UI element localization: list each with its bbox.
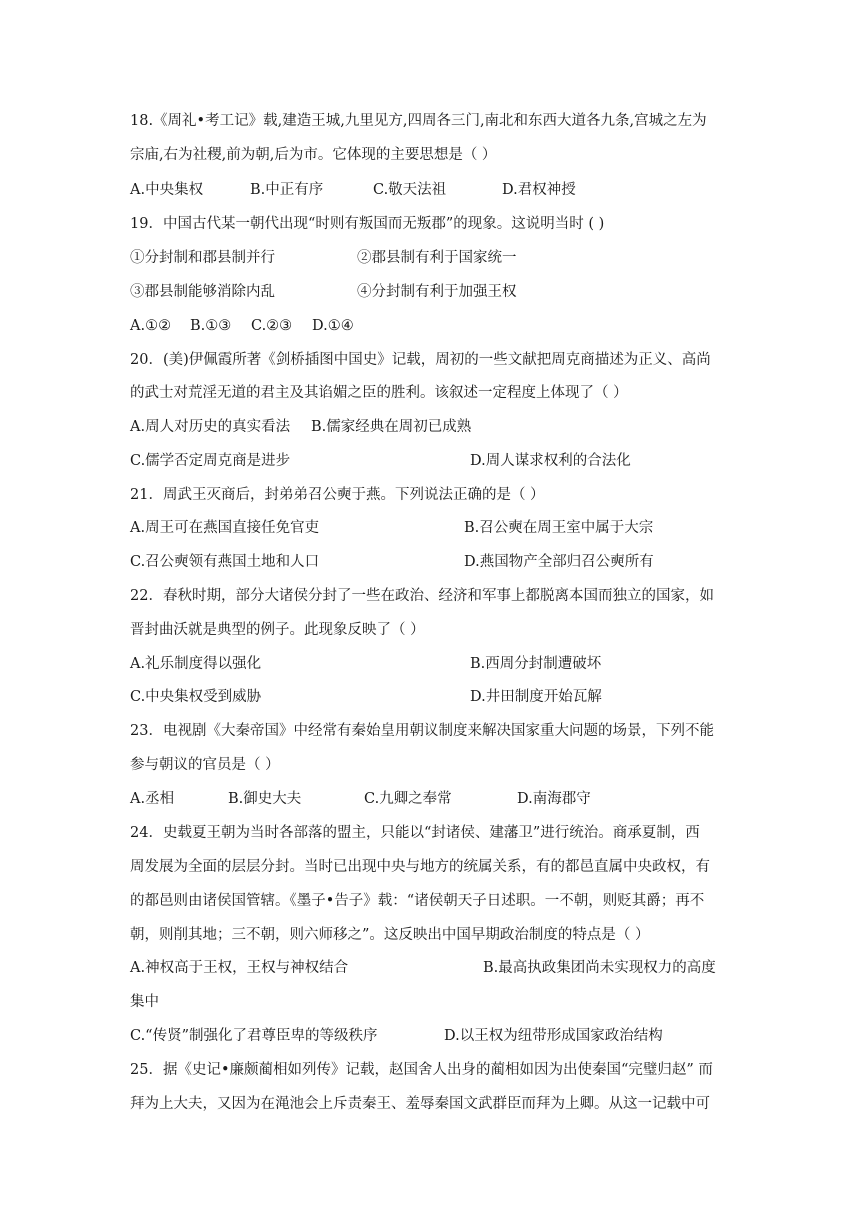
question-24-option-b-continued: 集中: [130, 994, 159, 1010]
question-24-option-c: C.“传贤”制强化了君尊臣卑的等级秩序: [130, 1028, 378, 1044]
question-22-option-a: A.礼乐制度得以强化: [130, 656, 262, 672]
question-22-option-d: D.井田制度开始瓦解: [470, 689, 602, 705]
question-18-stem-line-2: 宗庙,右为社稷,前为朝,后为市。它体现的主要思想是（ ）: [130, 147, 497, 163]
question-24-option-b: B.最高执政集团尚未实现权力的高度: [483, 960, 716, 976]
question-21-option-c: C.召公奭领有燕国土地和人口: [130, 554, 320, 570]
question-24-stem-line-3: 的都邑则由诸侯国管辖。《墨子•告子》载：“诸侯朝天子日述职。一不朝，则贬其爵；再不: [130, 893, 705, 909]
question-23-option-d: D.南海郡守: [517, 791, 591, 807]
question-23-option-b: B.御史大夫: [228, 791, 302, 807]
question-24-stem-line-4: 朝，则削其地；三不朝，则六师移之”。这反映出中国早期政治制度的特点是（ ）: [130, 927, 650, 943]
question-20-option-b: B.儒家经典在周初已成熟: [311, 419, 472, 435]
question-22-stem-line-2: 晋封曲沃就是典型的例子。此现象反映了（ ）: [130, 622, 425, 638]
question-19-statement-4: ④分封制有利于加强王权: [357, 284, 517, 300]
question-25-stem-line-2: 拜为上大夫，又因为在渑池会上斥责秦王、羞辱秦国文武群臣而拜为上卿。从这一记载中可: [130, 1096, 710, 1112]
question-22-option-b: B.西周分封制遭破坏: [470, 656, 602, 672]
question-22-stem-line-1: 22．春秋时期，部分大诸侯分封了一些在政治、经济和军事上都脱离本国而独立的国家，如: [130, 588, 714, 604]
question-20-option-d: D.周人谋求权利的合法化: [470, 453, 631, 469]
question-23-stem-line-1: 23．电视剧《大秦帝国》中经常有秦始皇用朝议制度来解决国家重大问题的场景，下列不能: [130, 723, 714, 739]
question-22-option-c: C.中央集权受到威胁: [130, 689, 262, 705]
question-19-option-d: D.①④: [312, 318, 354, 334]
question-24-option-d: D.以王权为纽带形成国家政治结构: [444, 1028, 663, 1044]
question-25-stem-line-1: 25．据《史记•廉颇蔺相如列传》记载，赵国舍人出身的蔺相如因为出使秦国“完璧归赵” 而: [130, 1062, 713, 1078]
question-21-option-b: B.召公奭在周王室中属于大宗: [464, 520, 654, 536]
question-19-option-b: B.①③: [190, 318, 232, 334]
question-19-option-c: C.②③: [251, 318, 293, 334]
question-19-statement-1: ①分封制和郡县制并行: [130, 250, 275, 266]
question-18-option-b: B.中正有序: [250, 182, 324, 198]
question-18-option-a: A.中央集权: [130, 182, 204, 198]
question-20-stem-line-2: 的武士对荒淫无道的君主及其谄媚之臣的胜利。该叙述一定程度上体现了（ ）: [130, 385, 628, 401]
question-18-stem-line-1: 18.《周礼•考工记》载,建造王城,九里见方,四周各三门,南北和东西大道各九条,宫城之左为: [130, 113, 707, 129]
question-20-option-a: A.周人对历史的真实看法: [130, 419, 291, 435]
question-19-statement-3: ③郡县制能够消除内乱: [130, 284, 275, 300]
question-20-stem-line-1: 20．(美)伊佩霞所著《剑桥插图中国史》记载，周初的一些文献把周克商描述为正义、高尚: [130, 352, 711, 368]
question-20-option-c: C.儒学否定周克商是进步: [130, 453, 291, 469]
question-18-option-d: D.君权神授: [502, 182, 576, 198]
question-19-statement-2: ②郡县制有利于国家统一: [357, 250, 517, 266]
question-21-option-a: A.周王可在燕国直接任免官吏: [130, 520, 320, 536]
question-24-option-a: A.神权高于王权，王权与神权结合: [130, 960, 349, 976]
question-18-option-c: C.敬天法祖: [373, 182, 447, 198]
question-23-stem-line-2: 参与朝议的官员是（ ）: [130, 757, 280, 773]
question-19-stem: 19．中国古代某一朝代出现“时则有叛国而无叛郡”的现象。这说明当时 ( ): [130, 216, 605, 232]
question-21-option-d: D.燕国物产全部归召公奭所有: [464, 554, 654, 570]
question-24-stem-line-1: 24．史载夏王朝为当时各部落的盟主，只能以“封诸侯、建藩卫”进行统治。商承夏制，西: [130, 825, 700, 841]
question-24-stem-line-2: 周发展为全面的层层分封。当时已出现中央与地方的统属关系，有的都邑直属中央政权，有: [130, 859, 710, 875]
question-19-option-a: A.①②: [130, 318, 172, 334]
question-23-option-a: A.丞相: [130, 791, 175, 807]
question-21-stem: 21．周武王灭商后，封弟弟召公奭于燕。下列说法正确的是（ ）: [130, 487, 545, 503]
question-23-option-c: C.九卿之奉常: [364, 791, 452, 807]
